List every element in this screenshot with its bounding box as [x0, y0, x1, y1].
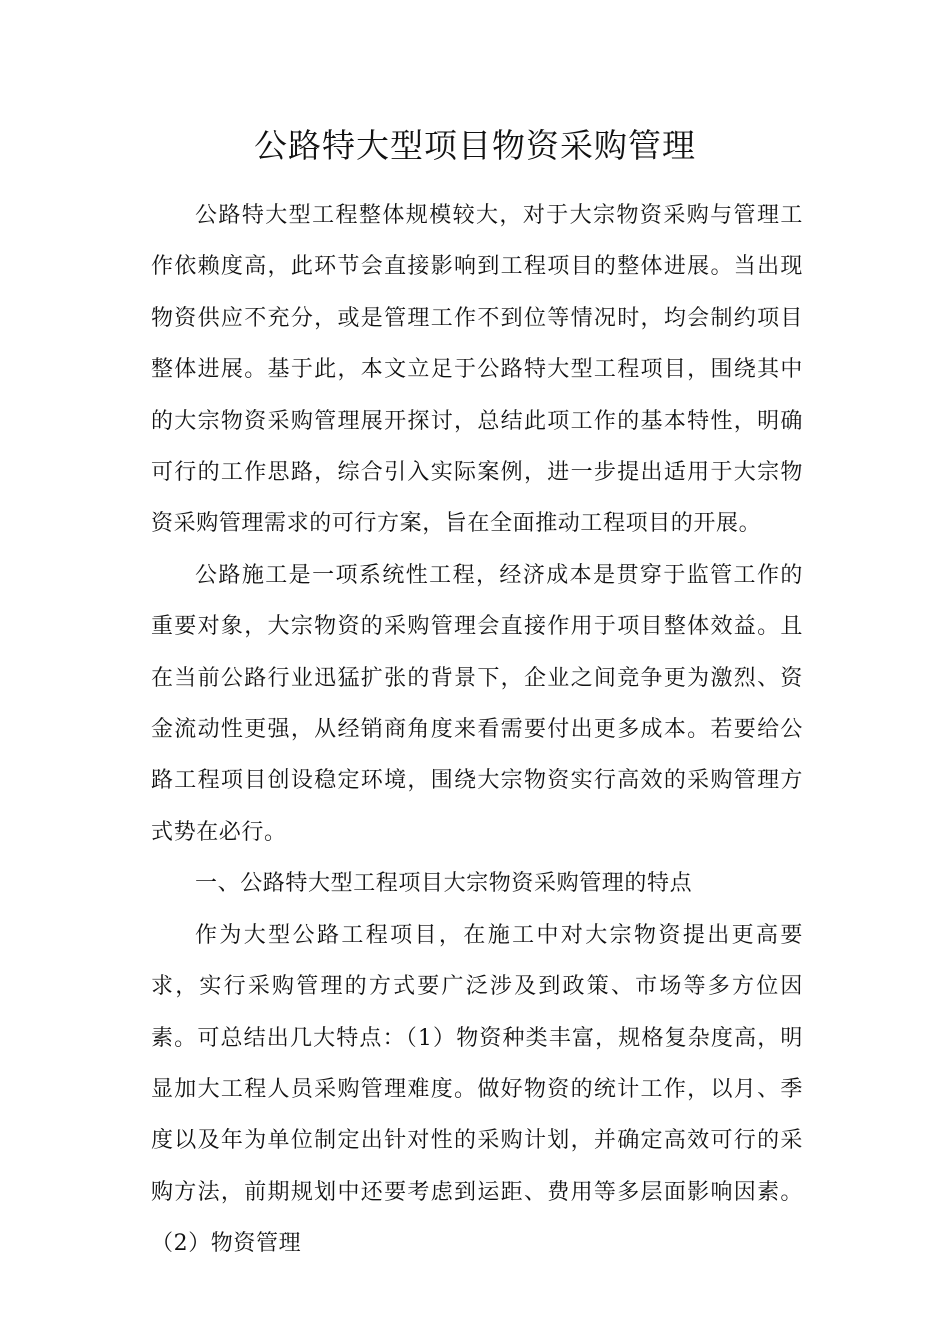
- paragraph-background: 公路施工是一项系统性工程，经济成本是贯穿于监管工作的重要对象，大宗物资的采购管理会直接作用于项目整体效益。且在当前公路行业迅猛扩张的背景下，企业之间竞争更为激烈、资金流动性更强，从经销商角度来看需要付出更多成本。若要给公路工程项目创设稳定环境，围绕大宗物资实行高效的采购管理方式势在必行。: [151, 562, 803, 845]
- document-body: [151, 190, 803, 1270]
- paragraph-intro: 公路特大型工程整体规模较大，对于大宗物资采购与管理工作依赖度高，此环节会直接影响到工程项目的整体进展。当出现物资供应不充分，或是管理工作不到位等情况时，均会制约项目整体进展。基于此，本文立足于公路特大型工程项目，围绕其中的大宗物资采购管理展开探讨，总结此项工作的基本特性，明确可行的工作思路，综合引入实际案例，进一步提出适用于大宗物资采购管理需求的可行方案，旨在全面推动工程项目的开展。: [151, 203, 803, 537]
- section-heading-characteristics: 一、公路特大型工程项目大宗物资采购管理的特点: [195, 871, 693, 897]
- paragraph-characteristics: 作为大型公路工程项目，在施工中对大宗物资提出更高要求，实行采购管理的方式要广泛涉及到政策、市场等多方位因素。可总结出几大特点：（1）物资种类丰富，规格复杂度高，明显加大工程人员采购管理难度。做好物资的统计工作，以月、季度以及年为单位制定出针对性的采购计划，并确定高效可行的采购方法，前期规划中还要考虑到运距、费用等多层面影响因素。（2）物资管理: [151, 922, 803, 1257]
- document-title: 公路特大型项目物资采购管理: [254, 126, 696, 165]
